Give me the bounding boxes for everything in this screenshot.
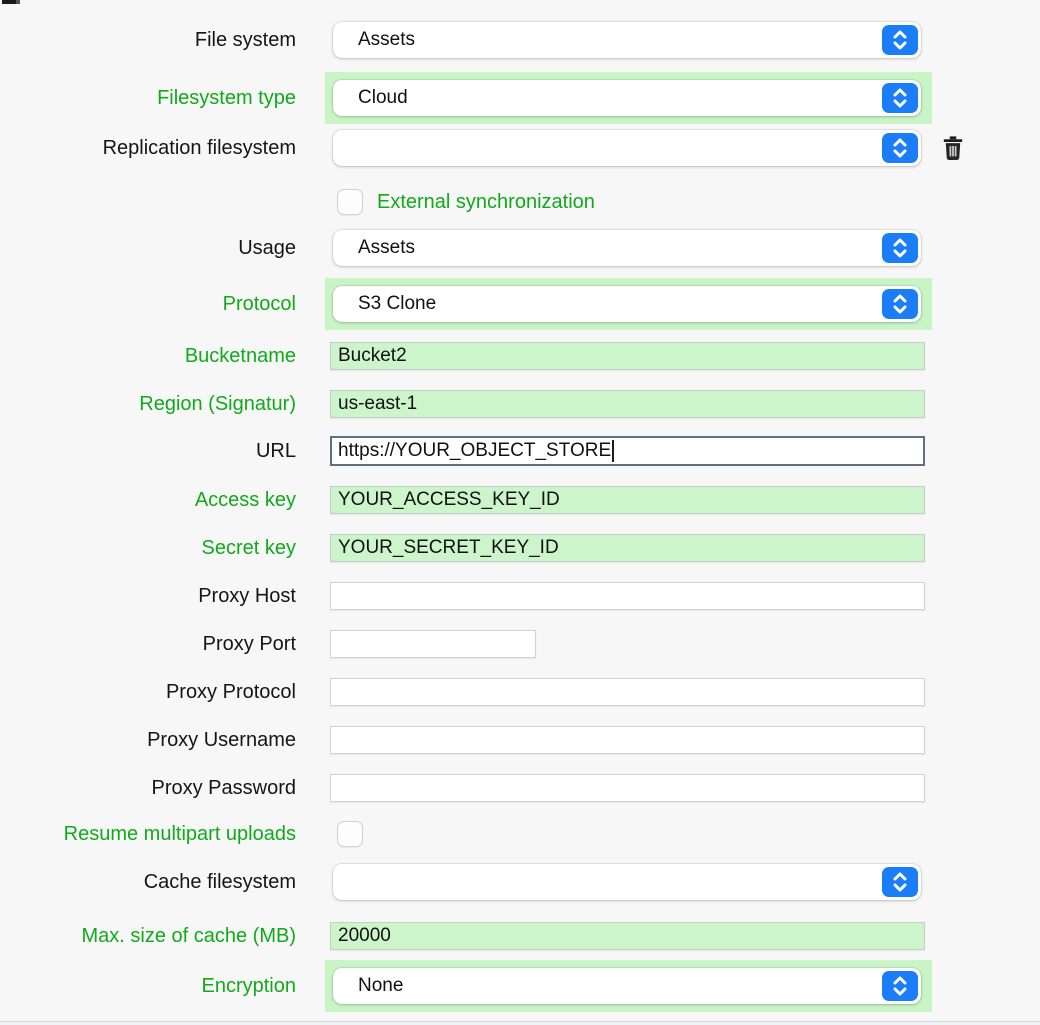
row-url — [0, 436, 1040, 466]
row-secret-key — [0, 534, 1040, 562]
proxy-username-label-text: Proxy Username — [147, 728, 296, 751]
url-label — [0, 436, 296, 466]
bucketname-label — [0, 342, 296, 370]
encryption-label — [0, 960, 296, 1012]
filesystem-type-select[interactable] — [333, 80, 921, 116]
proxy-username-label — [0, 726, 296, 754]
updown-chevrons-icon — [882, 233, 918, 263]
row-proxy-protocol — [0, 678, 1040, 706]
row-max-cache-size — [0, 922, 1040, 950]
resume-multipart-uploads-label — [0, 821, 296, 848]
updown-chevrons-icon — [882, 83, 918, 113]
access-key-label-text: Access key — [194, 488, 296, 511]
text-caret — [612, 440, 614, 462]
external-synchronization-checkbox[interactable] — [337, 189, 363, 215]
proxy-host-label-text: Proxy Host — [198, 584, 296, 607]
row-filesystem-type — [0, 72, 1040, 124]
row-proxy-host — [0, 582, 1040, 610]
proxy-username-input[interactable] — [330, 726, 925, 754]
proxy-protocol-label-text: Proxy Protocol — [165, 680, 296, 703]
replication-filesystem-label — [0, 130, 296, 166]
changed-value-highlight — [325, 960, 932, 1012]
usage-select[interactable] — [333, 230, 921, 266]
protocol-selected-value: S3 Clone — [358, 293, 437, 314]
secret-key-input[interactable] — [330, 534, 925, 562]
file-system-selected-value: Assets — [358, 29, 416, 50]
max-cache-size-label — [0, 922, 296, 950]
row-external-synchronization — [0, 189, 1040, 216]
file-system-label — [0, 22, 296, 58]
max-cache-size-label-text: Max. size of cache (MB) — [81, 924, 296, 947]
proxy-password-label — [0, 774, 296, 802]
changed-value-highlight — [325, 278, 932, 330]
resume-multipart-uploads-label-text: Resume multipart uploads — [63, 823, 296, 845]
bottom-pane-divider — [0, 1021, 1040, 1025]
row-proxy-username — [0, 726, 1040, 754]
proxy-password-label-text: Proxy Password — [151, 776, 296, 799]
row-replication-filesystem — [0, 130, 1040, 166]
row-encryption — [0, 960, 1040, 1012]
encryption-selected-value: None — [358, 975, 404, 996]
row-resume-multipart-uploads — [0, 821, 1040, 848]
region-signatur-label-text: Region (Signatur) — [139, 392, 296, 415]
row-usage — [0, 230, 1040, 266]
proxy-port-label-text: Proxy Port — [202, 632, 296, 655]
access-key-label — [0, 486, 296, 514]
changed-value-highlight — [325, 72, 932, 124]
window-edge-fragment — [2, 0, 20, 4]
proxy-host-input[interactable] — [330, 582, 925, 610]
proxy-host-label — [0, 582, 296, 610]
proxy-password-input[interactable] — [330, 774, 925, 802]
filesystem-type-label-text: Filesystem type — [157, 86, 296, 109]
protocol-label-text: Protocol — [222, 292, 296, 315]
row-bucketname — [0, 342, 1040, 370]
updown-chevrons-icon — [882, 133, 918, 163]
proxy-protocol-input[interactable] — [330, 678, 925, 706]
url-input[interactable] — [330, 436, 925, 466]
cache-filesystem-select[interactable] — [333, 864, 921, 900]
secret-key-label-text: Secret key — [201, 536, 296, 559]
region-signatur-label — [0, 390, 296, 418]
encryption-label-text: Encryption — [201, 974, 296, 997]
row-file-system — [0, 22, 1040, 58]
trash-icon[interactable] — [940, 135, 966, 162]
proxy-port-input[interactable] — [330, 630, 536, 658]
url-label-text: URL — [255, 439, 296, 462]
protocol-label — [0, 278, 296, 330]
row-cache-filesystem — [0, 864, 1040, 900]
encryption-select[interactable] — [333, 968, 921, 1004]
proxy-protocol-label — [0, 678, 296, 706]
replication-filesystem-label-text: Replication filesystem — [102, 136, 296, 159]
proxy-port-label — [0, 630, 296, 658]
file-system-select[interactable] — [333, 22, 921, 58]
updown-chevrons-icon — [882, 25, 918, 55]
file-system-label-text: File system — [194, 28, 296, 51]
access-key-input[interactable] — [330, 486, 925, 514]
region-signatur-input[interactable] — [330, 390, 925, 418]
usage-label-text: Usage — [238, 236, 296, 259]
resume-multipart-uploads-checkbox[interactable] — [337, 821, 363, 847]
row-access-key — [0, 486, 1040, 514]
updown-chevrons-icon — [882, 289, 918, 319]
filesystem-type-label — [0, 72, 296, 124]
external-synchronization-label: External synchronization — [377, 191, 595, 213]
cache-filesystem-label-text: Cache filesystem — [143, 870, 296, 893]
replication-filesystem-select[interactable] — [333, 130, 921, 166]
bucketname-label-text: Bucketname — [184, 344, 296, 367]
updown-chevrons-icon — [882, 867, 918, 897]
usage-selected-value: Assets — [358, 237, 416, 258]
url-input-value: https://YOUR_OBJECT_STORE — [338, 440, 612, 461]
cache-filesystem-label — [0, 864, 296, 900]
secret-key-label — [0, 534, 296, 562]
filesystem-type-selected-value: Cloud — [358, 87, 408, 108]
row-proxy-password — [0, 774, 1040, 802]
protocol-select[interactable] — [333, 286, 921, 322]
bucketname-input[interactable] — [330, 342, 925, 370]
row-proxy-port — [0, 630, 1040, 658]
row-region-signatur — [0, 390, 1040, 418]
row-protocol — [0, 278, 1040, 330]
max-cache-size-input[interactable] — [330, 922, 925, 950]
updown-chevrons-icon — [882, 971, 918, 1001]
usage-label — [0, 230, 296, 266]
